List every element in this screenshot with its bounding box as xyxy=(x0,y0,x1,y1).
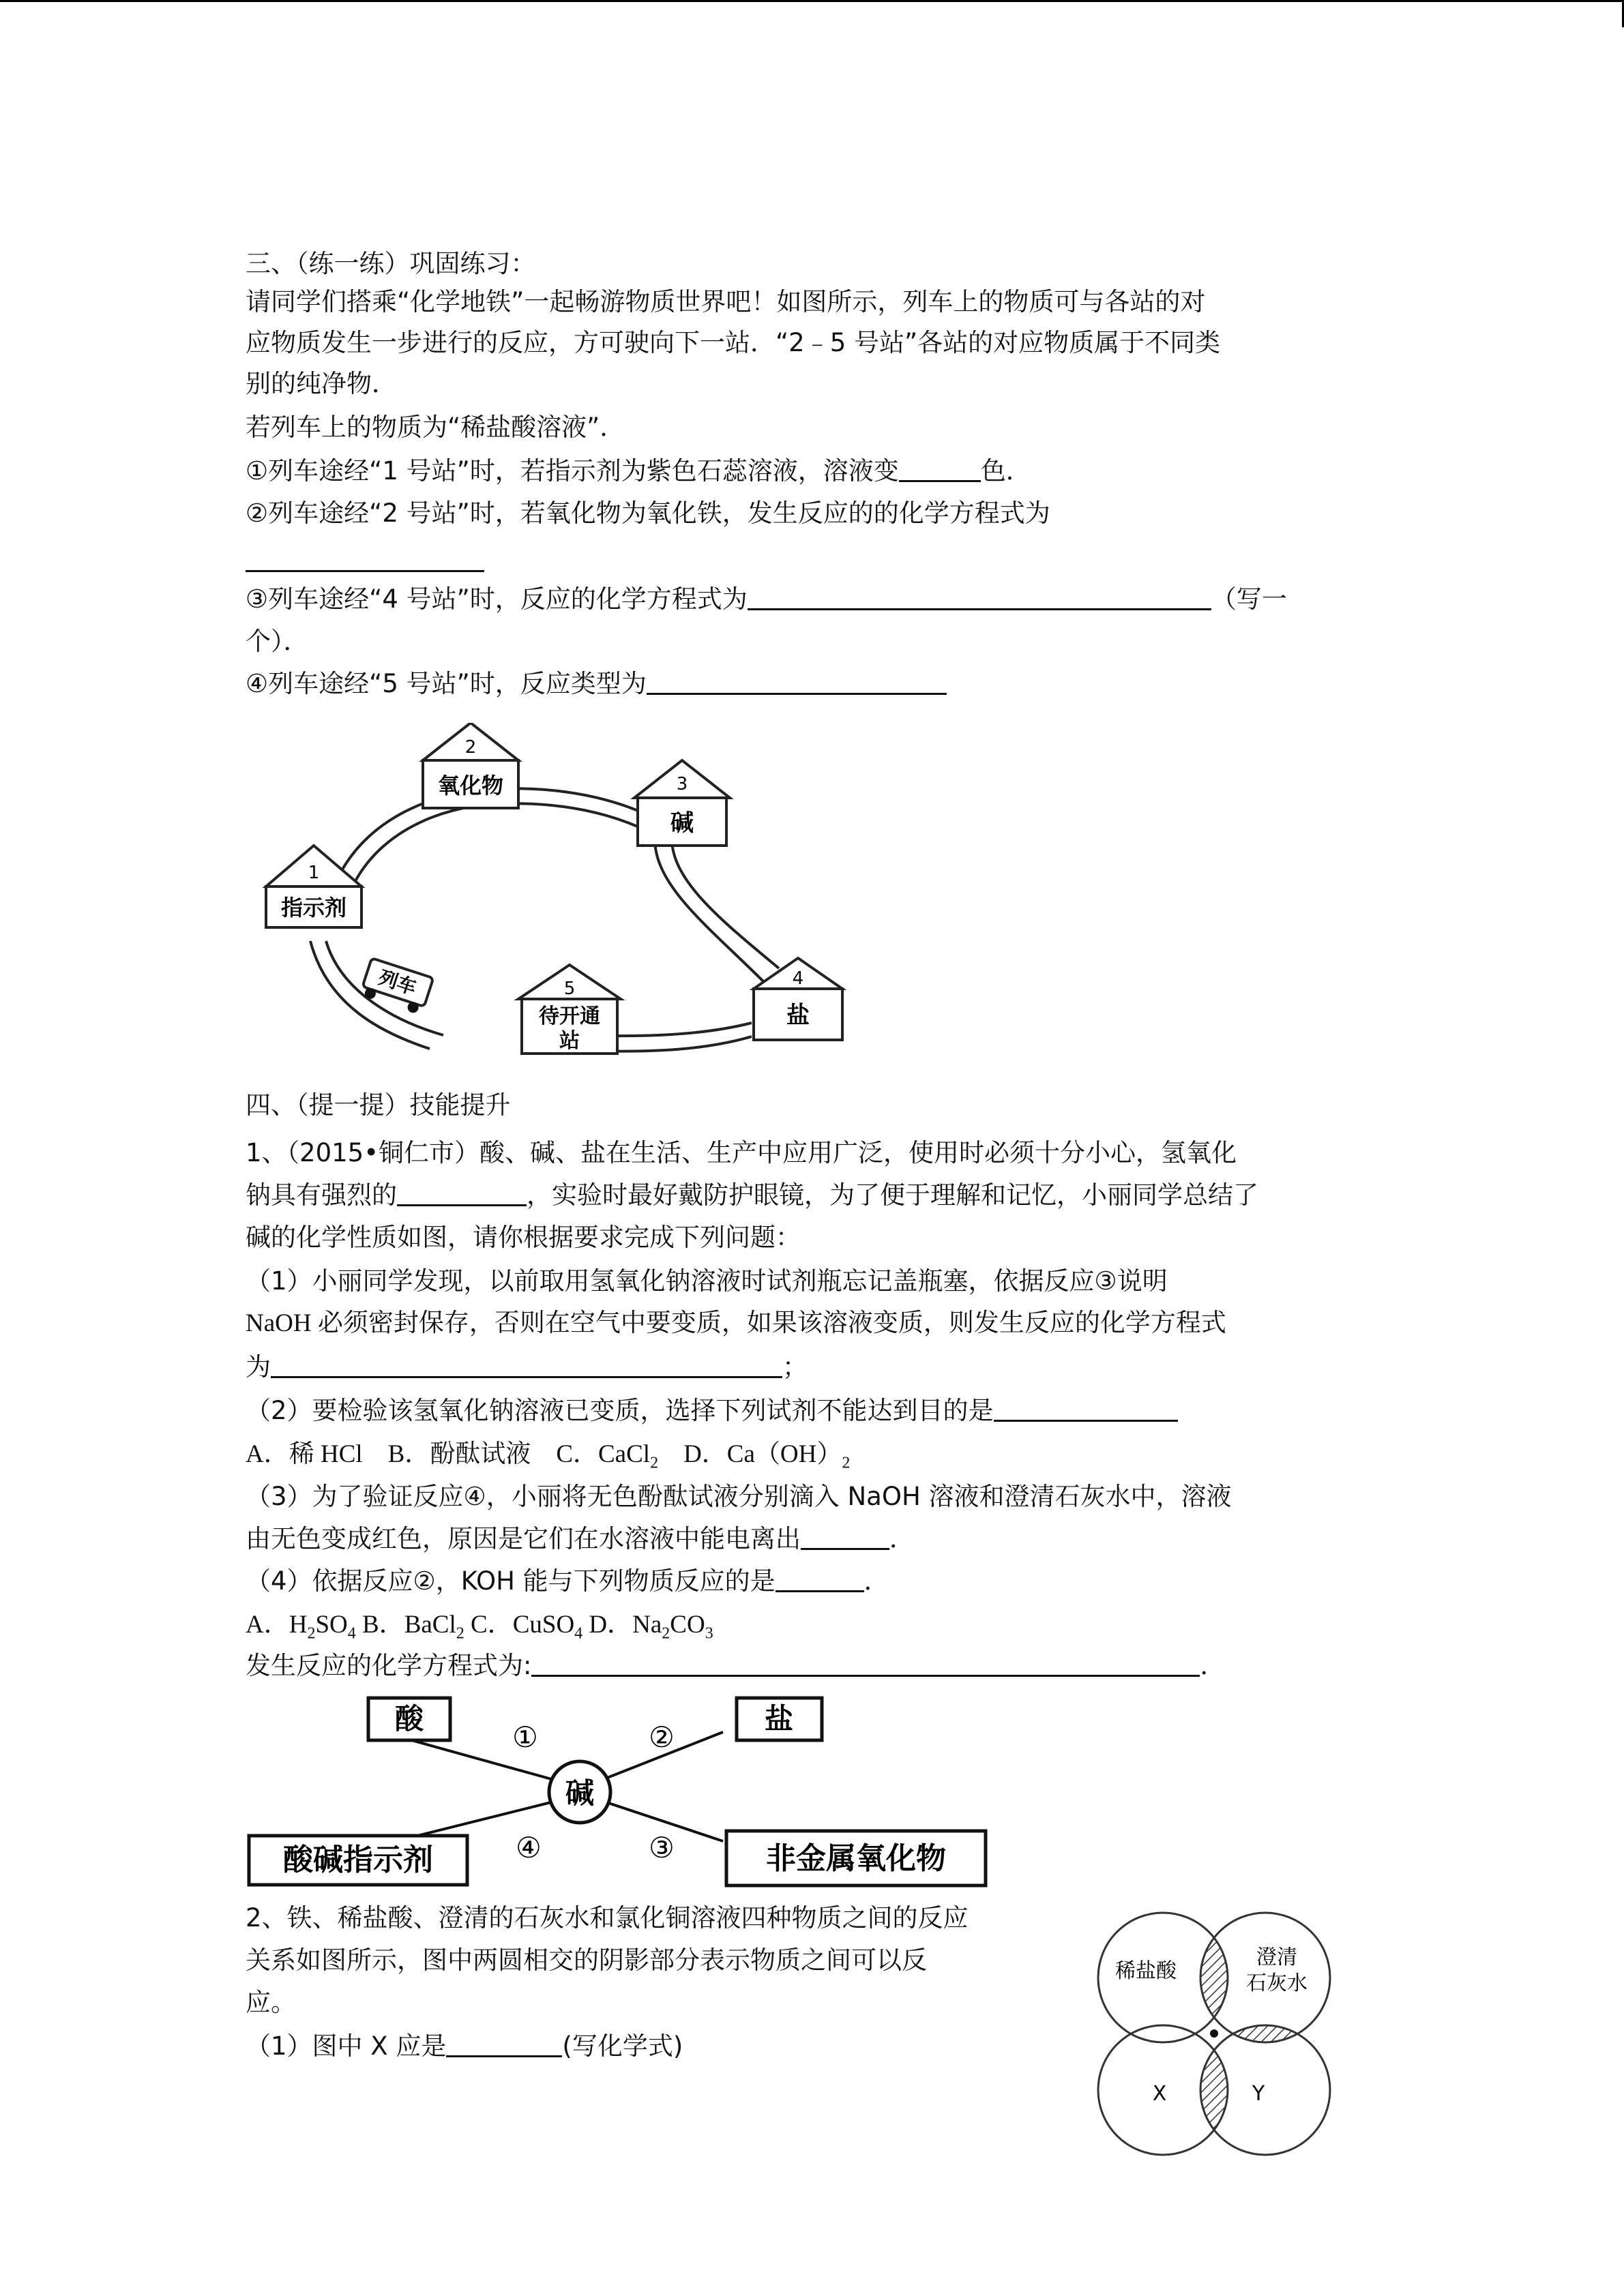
answer-blank-x[interactable] xyxy=(446,2032,562,2057)
subq3-line1: （3）为了验证反应④，小丽将无色酚酞试液分别滴入 NaOH 溶液和澄清石灰水中，溶液 xyxy=(246,1482,1232,1511)
problem2-line2: 关系如图所示，图中两圆相交的阴影部分表示物质之间可以反 xyxy=(246,1945,927,1975)
subq4-equation xyxy=(246,1650,1378,1682)
subq3-line2 xyxy=(246,1523,1378,1555)
station-3-label: 碱 xyxy=(670,809,694,837)
box-nonmetal-oxide-label: 非金属氧化物 xyxy=(766,1841,946,1876)
problem2-sub1-text: （1）图中 X 应是 xyxy=(246,2031,447,2061)
box-indicator-label: 酸碱指示剂 xyxy=(283,1843,433,1877)
answer-blank-property[interactable] xyxy=(397,1181,527,1206)
reaction-2-label: ② xyxy=(649,1720,675,1754)
station-2-label: 氧化物 xyxy=(437,773,504,799)
answer-blank-subq4[interactable] xyxy=(776,1567,864,1592)
problem2-line1: 2、铁、稀盐酸、澄清的石灰水和氯化铜溶液四种物质之间的反应 xyxy=(246,1903,969,1933)
station-2-number: 2 xyxy=(464,737,477,758)
station-1-number: 1 xyxy=(308,863,320,883)
station-1-label: 指示剂 xyxy=(280,895,347,921)
center-base-label: 碱 xyxy=(565,1776,595,1810)
subq3-line2-b: ． xyxy=(889,1524,915,1553)
opt-a-sub1: 2 xyxy=(307,1624,316,1643)
center-base xyxy=(549,1761,610,1823)
question-1 xyxy=(246,456,1378,487)
box-nonmetal-oxide xyxy=(726,1831,986,1885)
station-2 xyxy=(423,723,518,808)
subq2 xyxy=(246,1395,1378,1427)
section3-intro-line2: 应物质发生一步进行的反应，方可驶向下一站．“2﹣5 号站”各站的对应物质属于不同类 xyxy=(246,328,1221,357)
opt-d-t: CO xyxy=(670,1611,705,1639)
problem1-line1: 1、（2015•铜仁市）酸、碱、盐在生活、生产中应用广泛，使用时必须十分小心，氢氧化 xyxy=(246,1138,1237,1167)
answer-blank-q4[interactable] xyxy=(647,670,947,695)
problem1-line2-b: ，实验时最好戴防护眼镜，为了便于理解和记忆，小丽同学总结了 xyxy=(527,1180,1258,1210)
station-5 xyxy=(518,965,621,1054)
subq4-tail: ． xyxy=(863,1566,889,1596)
question-4 xyxy=(246,668,1378,700)
question-1-tail: 色． xyxy=(980,456,1031,486)
train-label: 列车 xyxy=(376,966,419,1000)
subq4-eq-label: 发生反应的化学方程式为: xyxy=(246,1651,532,1680)
subq4-options xyxy=(246,1609,1378,1649)
subq2-text: （2）要检验该氢氧化钠溶液已变质，选择下列试剂不能达到目的是 xyxy=(246,1396,994,1425)
subq1-line3-b: ； xyxy=(782,1352,808,1382)
problem1-line2-a: 钠具有强烈的 xyxy=(246,1180,397,1210)
subq2-sub: 2 xyxy=(650,1454,659,1472)
problem2-sub1-tail: (写化学式) xyxy=(562,2031,683,2061)
answer-blank-subq1[interactable] xyxy=(271,1353,782,1378)
subq4 xyxy=(246,1566,1378,1597)
box-acid-label: 酸 xyxy=(394,1702,424,1735)
section3-intro-line3: 别的纯净物． xyxy=(246,369,397,398)
box-salt-label: 盐 xyxy=(764,1702,794,1735)
question-3 xyxy=(246,584,1378,615)
answer-blank-q1[interactable] xyxy=(899,457,981,482)
opt-c-sub: 4 xyxy=(574,1624,583,1643)
question-4-text: ④列车途经“5 号站”时，反应类型为 xyxy=(246,669,647,698)
reaction-4-label: ④ xyxy=(516,1831,542,1864)
metro-diagram xyxy=(246,723,873,1064)
venn-label-x: X xyxy=(1152,2082,1167,2106)
question-3-tail: （写一 xyxy=(1211,584,1287,614)
subq2-options xyxy=(246,1439,1378,1478)
venn-label-limewater-1: 澄清 xyxy=(1256,1945,1297,1969)
station-4 xyxy=(754,958,842,1040)
station-5-number: 5 xyxy=(563,979,576,999)
question-3-text: ③列车途经“4 号站”时，反应的化学方程式为 xyxy=(246,584,748,614)
station-3-number: 3 xyxy=(676,774,688,794)
venn-label-hcl: 稀盐酸 xyxy=(1115,1959,1177,1983)
station-3 xyxy=(634,760,730,846)
subq1-line3-a: 为 xyxy=(246,1352,271,1382)
station-1 xyxy=(266,846,361,927)
train xyxy=(359,958,433,1016)
subq2-options-abc: A．稀 HCl B．酚酞试液 C．CaCl xyxy=(246,1440,651,1468)
subq2-sub-d: 2 xyxy=(842,1454,851,1472)
opt-a-t: SO xyxy=(315,1611,348,1639)
opt-b-sub: 2 xyxy=(456,1624,464,1643)
problem1-line3: 碱的化学性质如图，请你根据要求完成下列问题： xyxy=(246,1223,801,1252)
opt-d-sub2: 3 xyxy=(705,1624,713,1643)
opt-a: A．H xyxy=(246,1611,308,1639)
subq1-line1: （1）小丽同学发现，以前取用氢氧化钠溶液时试剂瓶忘记盖瓶塞，依据反应③说明 xyxy=(246,1266,1168,1296)
section3-heading: 三、（练一练）巩固练习： xyxy=(246,249,536,278)
question-3-cont: 个）． xyxy=(246,627,309,656)
base-properties-diagram xyxy=(246,1691,996,1896)
answer-blank-subq3[interactable] xyxy=(801,1525,889,1550)
box-acid xyxy=(368,1698,450,1740)
subq2-option-d: D．Ca（OH） xyxy=(658,1440,842,1468)
subq3-line2-a: 由无色变成红色，原因是它们在水溶液中能电离出 xyxy=(246,1524,801,1553)
subq4-eq-end: ． xyxy=(1200,1651,1226,1680)
station-4-number: 4 xyxy=(792,968,804,989)
box-salt xyxy=(737,1698,822,1740)
subq1-line3 xyxy=(246,1352,1378,1383)
venn-label-y: Y xyxy=(1252,2082,1265,2106)
question-2: ②列车途经“2 号站”时，若氧化物为氧化铁，发生反应的的化学方程式为 xyxy=(246,498,1050,528)
answer-blank-q2[interactable] xyxy=(246,570,484,572)
reaction-1-label: ① xyxy=(512,1720,538,1754)
answer-blank-subq2[interactable] xyxy=(994,1397,1178,1422)
box-indicator xyxy=(249,1836,467,1885)
page-border-top xyxy=(0,0,1624,2)
answer-blank-q3[interactable] xyxy=(748,585,1211,610)
opt-c: C．CuSO xyxy=(464,1611,575,1639)
subq4-text: （4）依据反应②，KOH 能与下列物质反应的是 xyxy=(246,1566,776,1596)
train-substance-line: 若列车上的物质为“稀盐酸溶液”． xyxy=(246,413,625,442)
opt-d-sub1: 2 xyxy=(662,1624,670,1643)
venn-label-limewater-2: 石灰水 xyxy=(1246,1971,1308,1995)
reaction-3-label: ③ xyxy=(649,1831,675,1864)
opt-a-sub2: 4 xyxy=(347,1624,356,1643)
station-4-label: 盐 xyxy=(786,1002,810,1029)
subq1-line2: NaOH 必须密封保存，否则在空气中要变质，如果该溶液变质，则发生反应的化学方程式 xyxy=(246,1309,1226,1337)
problem1-line2 xyxy=(246,1180,1378,1211)
venn-diagram xyxy=(1091,1903,1350,2162)
opt-d: D．Na xyxy=(582,1611,662,1639)
section3-intro-line1: 请同学们搭乘“化学地铁”一起畅游物质世界吧！如图所示，列车上的物质可与各站的对 xyxy=(246,287,1206,316)
station-5-label-line2: 站 xyxy=(559,1029,580,1053)
problem2-line3: 应。 xyxy=(246,1988,296,2017)
section4-heading: 四、（提一提）技能提升 xyxy=(246,1090,511,1120)
station-5-label-line1: 待开通 xyxy=(539,1004,600,1028)
answer-blank-equation[interactable] xyxy=(531,1652,1200,1677)
question-1-text: ①列车途经“1 号站”时，若指示剂为紫色石蕊溶液，溶液变 xyxy=(246,456,899,486)
opt-b: B．BaCl xyxy=(355,1611,456,1639)
